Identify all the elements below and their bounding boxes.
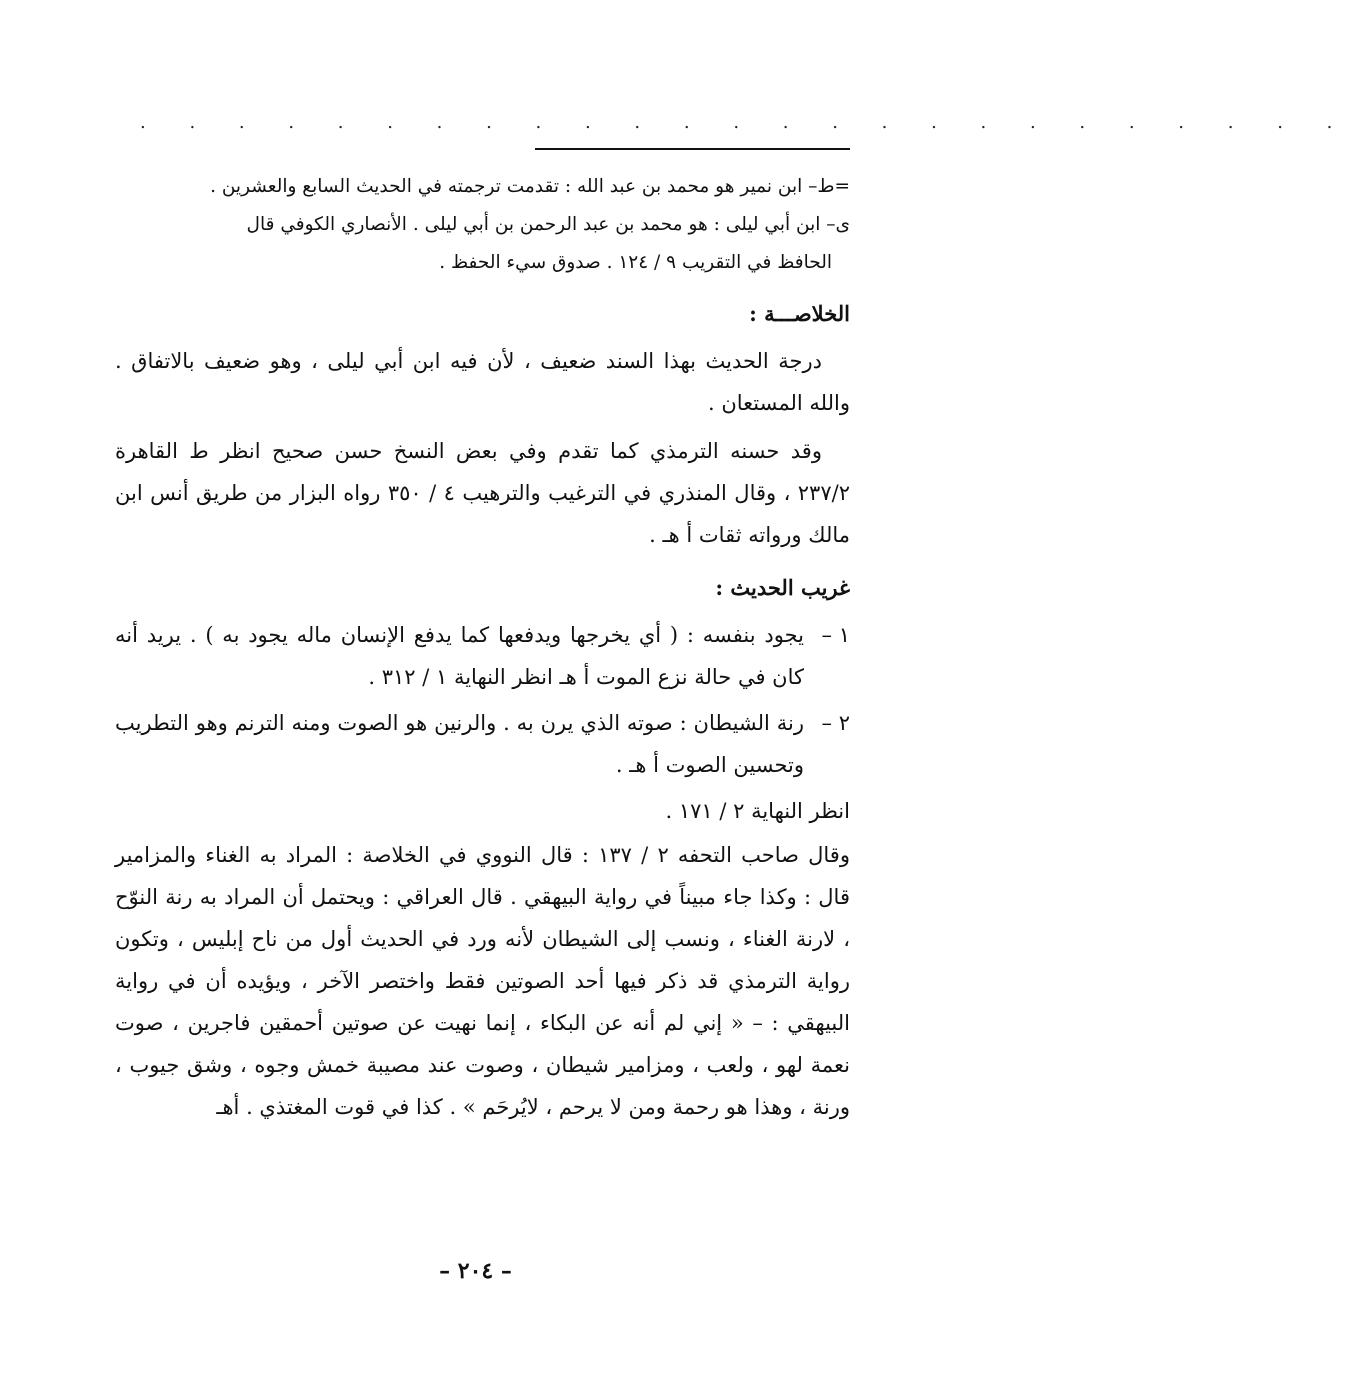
- gharib-item-1-number: ١ –: [821, 623, 850, 647]
- gharib-item-1-text: يجود بنفسه : ( أي يخرجها ويدفعها كما يدفع الإنسان ماله يجود به ) . يريد أنه كان في حالة نزع الموت أ هـ انظر النهاية ١ / ٣١٢ .: [115, 623, 804, 689]
- summary-paragraph-2: وقد حسنه الترمذي كما تقدم وفي بعض النسخ حسن صحيح انظر ط القاهرة ٢٣٧/٢ ، وقال المنذري في الترغيب والترهيب ٤ / ٣٥٠ رواه البزار من طريق أنس ابن مالك ورواته ثقات أ هـ .: [115, 439, 850, 547]
- gharib-item-1: [115, 614, 850, 698]
- summary-paragraph-1: درجة الحديث بهذا السند ضعيف ، لأن فيه ابن أبي ليلى ، وهو ضعيف بالاتفاق . والله المستعان .: [115, 349, 850, 415]
- tuhfa-paragraph: وقال صاحب التحفه ٢ / ١٣٧ : قال النووي في الخلاصة : المراد به الغناء والمزامير قال : وكذا جاء مبيناً في رواية البيهقي . قال العراقي : ويحتمل أن المراد به رنة النوّح ، لارنة الغناء ، ونسب إلى الشيطان لأنه ورد في الحديث أول من ناح إبليس ، وتكون رواية الترمذي قد ذكر فيها أحد الصوتين فقط واختصر الآخر ، ويؤيده أن في رواية البيهقي : – « إني لم أنه عن البكاء ، إنما نهيت عن صوتين أحمقين فاجرين ، صوت نعمة لهو ، ولعب ، ومزامير شيطان ، وصوت عند مصيبة خمش وجوه ، وشق جيوب ، ورنة ، وهذا هو رحمة ومن لا يرحم ، لايُرحَم » . كذا في قوت المغتذي . أهـ: [115, 843, 850, 1119]
- summary-heading: الخلاصـــة :: [749, 301, 850, 326]
- footnote-y-line1: ى– ابن أبي ليلى : هو محمد بن عبد الرحمن بن أبي ليلى . الأنصاري الكوفي قال: [246, 214, 850, 235]
- footnote-y: [115, 206, 850, 282]
- nihaya-reference: انظر النهاية ٢ / ١٧١ .: [665, 799, 850, 823]
- footnote-y-line2: الحافظ في التقريب ٩ / ١٢٤ . صدوق سيء الحفظ .: [439, 252, 832, 273]
- page-number: – ٢٠٤ –: [439, 1258, 512, 1284]
- footnote-t: =ط– ابن نمير هو محمد بن عبد الله : تقدمت ترجمته في الحديث السابع والعشرين .: [210, 176, 850, 197]
- gharib-item-2-text: رنة الشيطان : صوته الذي يرن به . والرنين هو الصوت ومنه الترنم وهو التطريب وتحسين الصوت أ هـ .: [115, 711, 804, 777]
- gharib-item-2: [115, 702, 850, 786]
- gharib-item-2-number: ٢ –: [821, 711, 850, 735]
- dotted-separator: . . . . . . . . . . . . . . . . . . . . . . . . .: [140, 112, 1351, 133]
- page-content: [115, 168, 850, 1130]
- gharib-heading: غريب الحديث :: [715, 575, 850, 600]
- footnote-rule: [535, 148, 850, 150]
